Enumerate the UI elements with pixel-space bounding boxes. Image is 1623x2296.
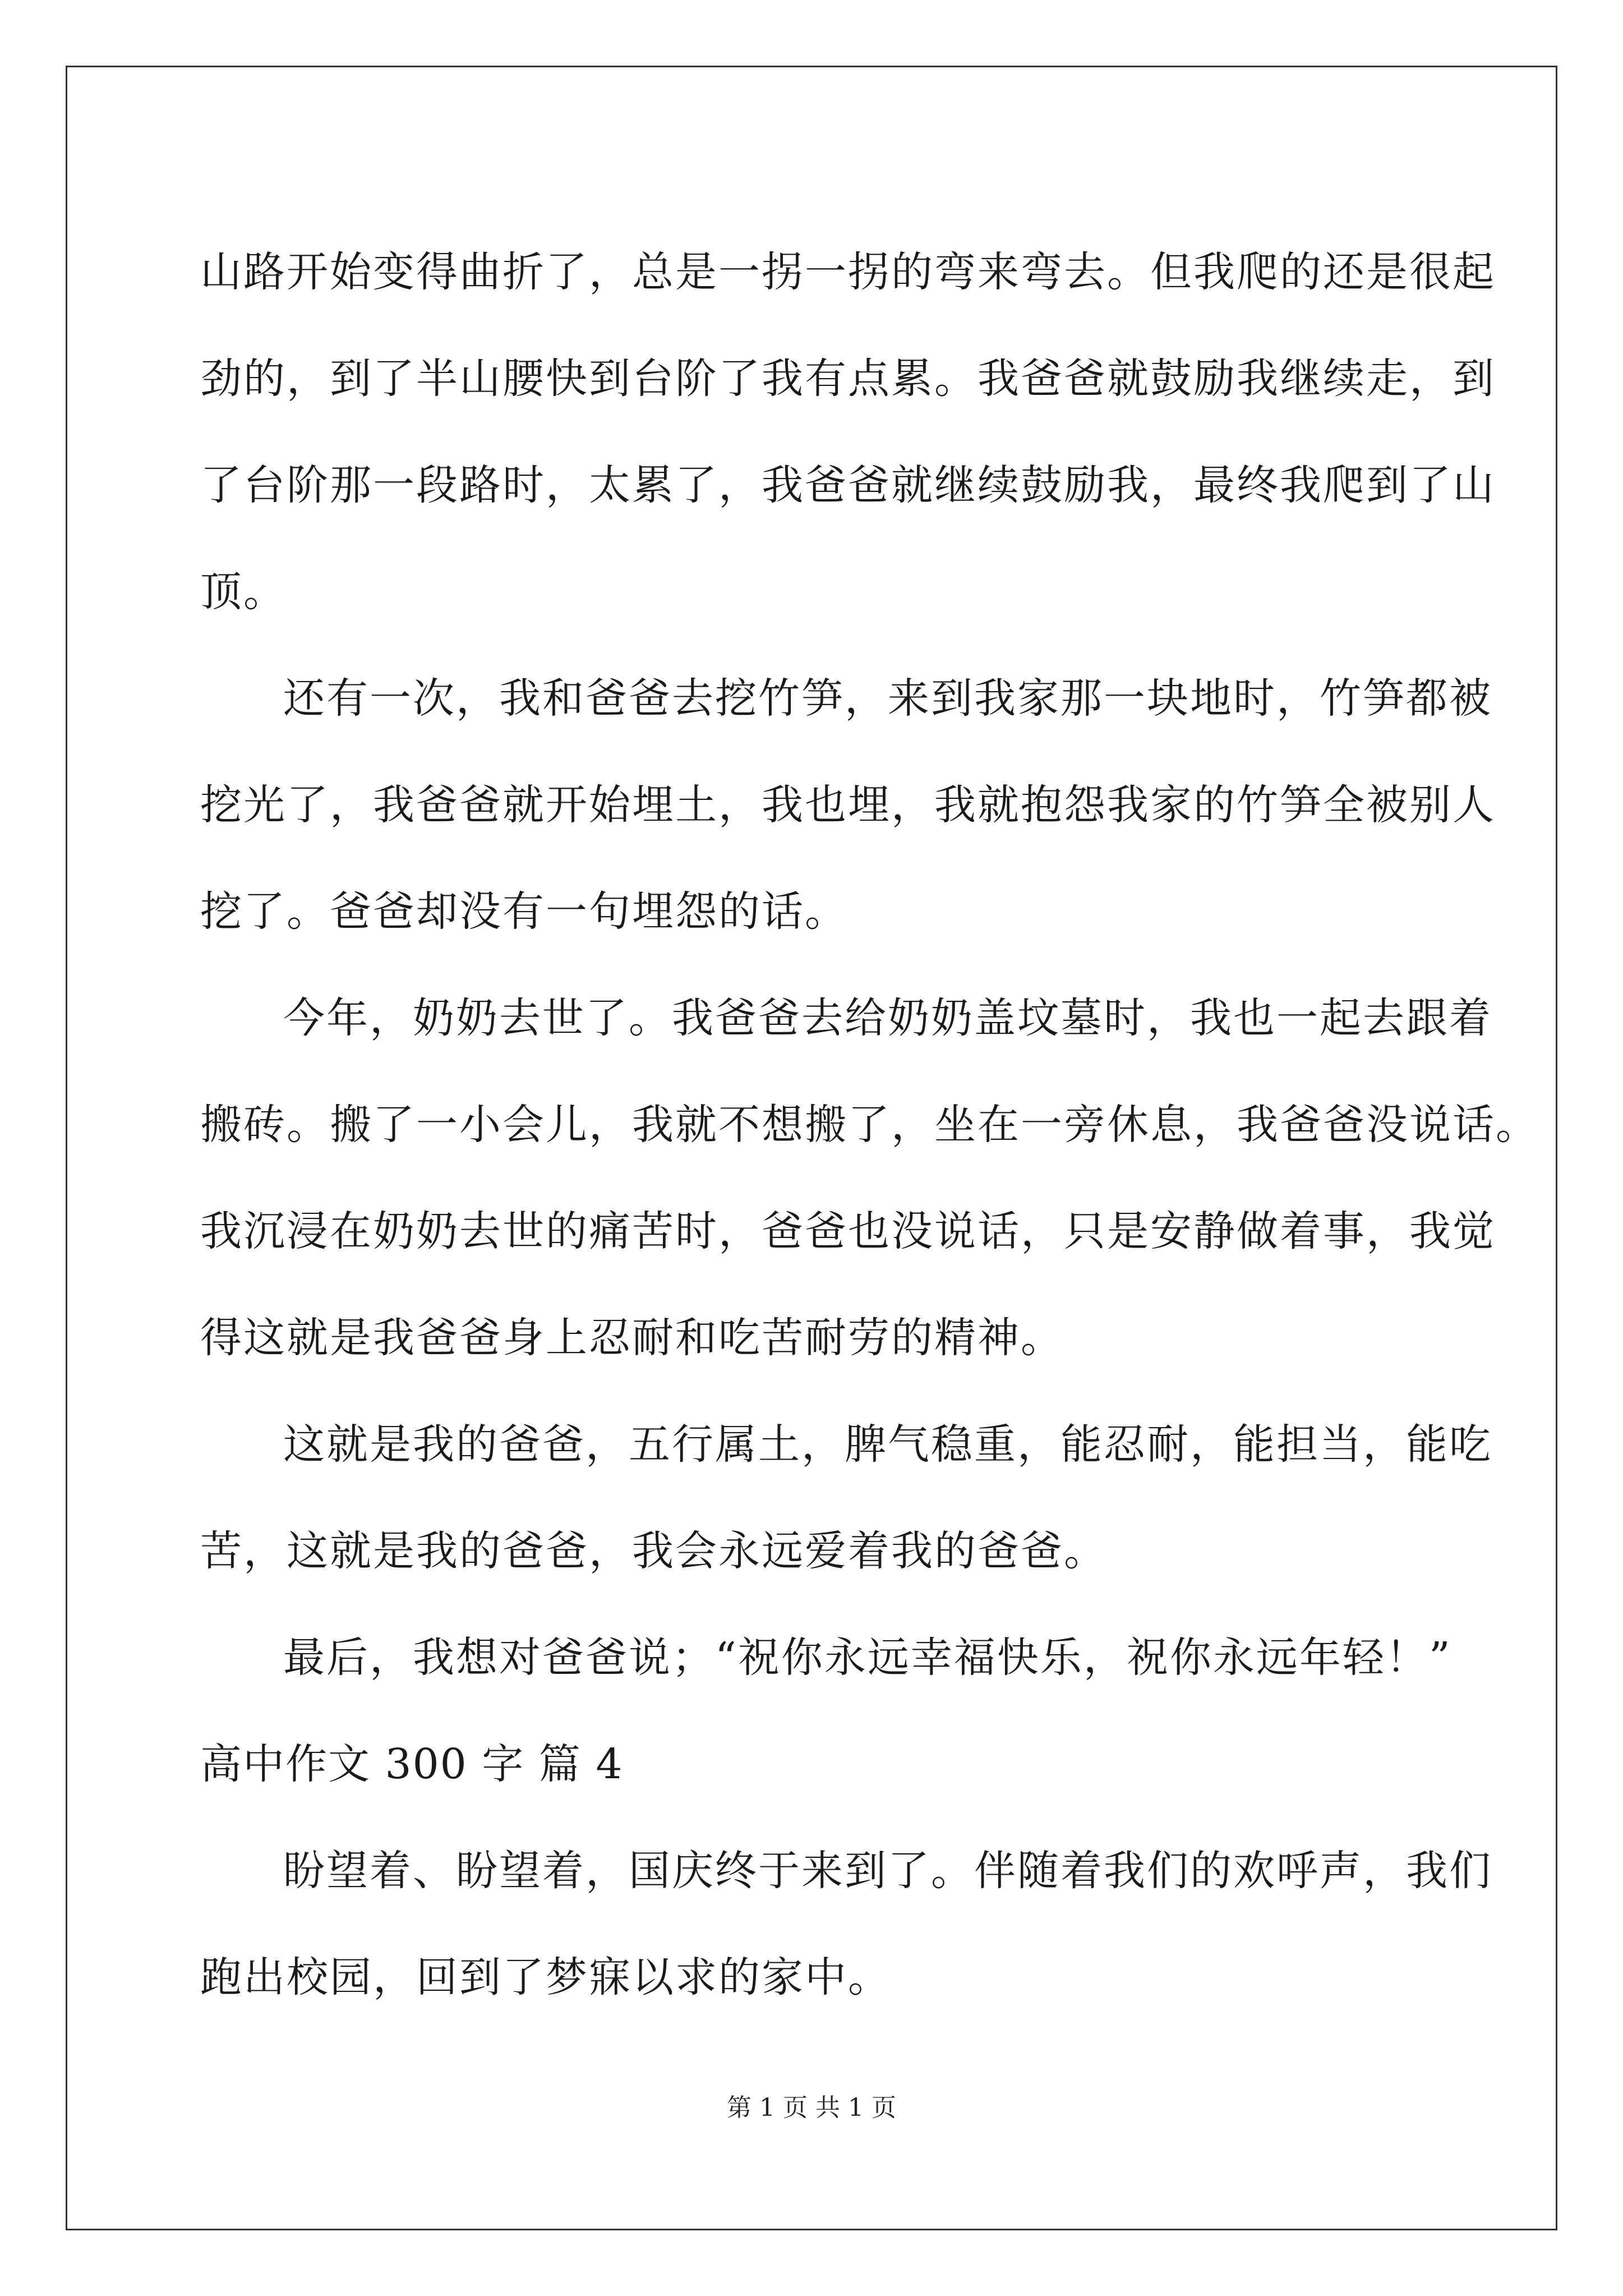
text-line: 山路开始变得曲折了，总是一拐一拐的弯来弯去。但我爬的还是很起 [200,248,1496,296]
text-line: 今年，奶奶去世了。我爸爸去给奶奶盖坟墓时，我也一起去跟着 [283,994,1492,1042]
text-line: 最后，我想对爸爸说；“祝你永远幸福快乐，祝你永远年轻！” [283,1634,1452,1682]
text-line: 这就是我的爸爸，五行属土，脾气稳重，能忍耐，能担当，能吃 [283,1420,1492,1469]
paragraph [200,1604,1452,1711]
text-line: 跑出校园，回到了梦寐以求的家中。 [200,1953,891,2001]
text-line: 还有一次，我和爸爸去挖竹笋，来到我家那一块地时，竹笋都被 [283,674,1492,723]
text-line: 苦，这就是我的爸爸，我会永远爱着我的爸爸。 [200,1527,1107,1575]
section-heading: 高中作文 300 字 篇 4 [200,1740,624,1788]
text-line: 劲的，到了半山腰快到台阶了我有点累。我爸爸就鼓励我继续走，到 [200,355,1496,403]
text-line: 我沉浸在奶奶去世的痛苦时，爸爸也没说话，只是安静做着事，我觉 [200,1207,1496,1255]
page-number-footer: 第 1 页 共 1 页 [727,2093,896,2122]
text-line: 盼望着、盼望着，国庆终于来到了。伴随着我们的欢呼声，我们 [283,1847,1492,1895]
paragraph [200,1391,1492,1604]
text-line: 挖光了，我爸爸就开始埋土，我也埋，我就抱怨我家的竹笋全被别人 [200,781,1496,829]
text-line: 了台阶那一段路时，太累了，我爸爸就继续鼓励我，最终我爬到了山 [200,461,1496,509]
paragraph [200,219,1496,645]
text-line: 得这就是我爸爸身上忍耐和吃苦耐劳的精神。 [200,1314,1064,1362]
paragraph [200,645,1496,965]
paragraph [200,965,1539,1391]
text-line: 搬砖。搬了一小会儿，我就不想搬了，坐在一旁休息，我爸爸没说话。 [200,1101,1539,1149]
paragraph [200,1818,1492,2031]
document-body [200,219,1539,2031]
text-line: 挖了。爸爸却没有一句埋怨的话。 [200,887,848,936]
text-line: 顶。 [200,568,287,616]
